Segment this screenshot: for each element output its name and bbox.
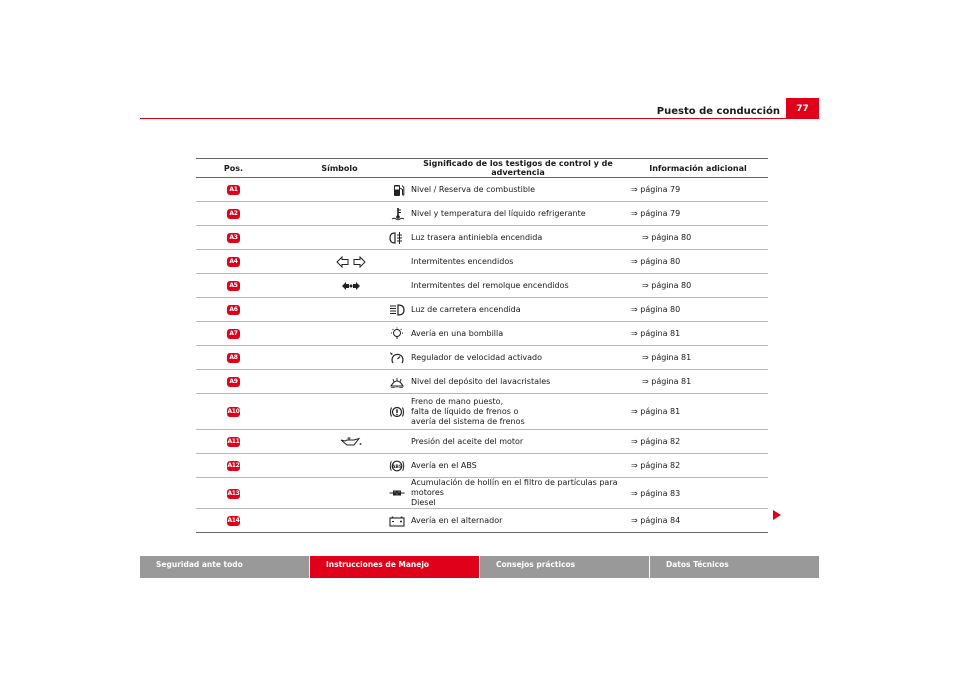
position-badge: A7 [227, 329, 240, 339]
info-link[interactable]: ⇒ página 80 [628, 226, 768, 250]
turn-signals-icon [336, 257, 366, 266]
footer-tab-consejos[interactable]: Consejos prácticos [480, 556, 649, 578]
meaning-text: Avería en el alternador [408, 509, 628, 533]
meaning-text-line: Acumulación de hollín en el filtro de partículas para motores [411, 478, 618, 497]
table-row [196, 370, 768, 394]
position-badge: A12 [227, 462, 240, 469]
table-row [196, 250, 768, 274]
position-badge: A2 [227, 209, 240, 219]
oil-pressure-icon [340, 437, 362, 446]
meaning-text: Nivel del depósito del lavacristales [408, 370, 628, 394]
position-badge: A11 [227, 438, 240, 445]
position-badge: A6 [227, 305, 240, 315]
warning-lights-table [196, 158, 768, 533]
position-badge: A10 [227, 408, 240, 415]
position-badge: A8 [227, 353, 240, 363]
table-row [196, 274, 768, 298]
meaning-text: Nivel y temperatura del líquido refrigerante [408, 202, 628, 226]
info-link[interactable]: ⇒ página 82 [628, 454, 768, 478]
table-row [196, 430, 768, 454]
coolant-temperature-icon [391, 209, 405, 218]
fuel-pump-icon [393, 185, 405, 194]
footer-nav [140, 556, 819, 578]
meaning-text: Avería en el ABS [408, 454, 628, 478]
position-badge: A3 [227, 233, 240, 243]
info-link[interactable]: ⇒ página 80 [628, 274, 768, 298]
meaning-text: Luz trasera antiniebla encendida [408, 226, 628, 250]
info-link[interactable]: ⇒ página 81 [628, 346, 768, 370]
trailer-turn-signals-icon [341, 281, 361, 290]
position-badge: A5 [227, 281, 240, 291]
footer-tab-datos[interactable]: Datos Técnicos [650, 556, 819, 578]
footer-tab-seguridad[interactable]: Seguridad ante todo [140, 556, 309, 578]
header-section-title: Puesto de conducción [656, 106, 780, 117]
info-link[interactable]: ⇒ página 84 [628, 509, 768, 533]
position-badge: A14 [227, 517, 240, 524]
meaning-text-line: Freno de mano puesto, [411, 396, 504, 406]
next-page-arrow-icon[interactable] [773, 510, 781, 520]
header-meaning: Significado de los testigos de control y de advertencia [408, 159, 628, 178]
table-row [196, 454, 768, 478]
high-beam-icon [389, 305, 405, 314]
table-row [196, 298, 768, 322]
header-divider [140, 118, 819, 119]
table-row [196, 478, 768, 509]
position-badge: A13 [227, 489, 240, 497]
table-row [196, 226, 768, 250]
info-link[interactable]: ⇒ página 83 [628, 478, 768, 509]
meaning-text: Nivel / Reserva de combustible [408, 178, 628, 202]
battery-icon [389, 516, 405, 525]
meaning-text-line: avería del sistema de frenos [411, 416, 525, 426]
header-info: Información adicional [628, 159, 768, 178]
brake-warning-icon [389, 407, 405, 416]
meaning-text: Intermitentes del remolque encendidos [408, 274, 628, 298]
table-row [196, 394, 768, 430]
table-header-row [196, 159, 768, 178]
table-row [196, 509, 768, 533]
info-link[interactable]: ⇒ página 79 [628, 202, 768, 226]
info-link[interactable]: ⇒ página 80 [628, 298, 768, 322]
meaning-text: Avería en una bombilla [408, 322, 628, 346]
info-link[interactable]: ⇒ página 81 [628, 394, 768, 430]
table-row [196, 202, 768, 226]
table-row [196, 178, 768, 202]
page-number: 77 [786, 98, 819, 119]
bulb-failure-icon [389, 329, 405, 338]
particle-filter-icon [389, 489, 405, 498]
header-symbol: Símbolo [271, 159, 408, 178]
washer-fluid-icon [389, 377, 405, 386]
meaning-text: Luz de carretera encendida [408, 298, 628, 322]
info-link[interactable]: ⇒ página 81 [628, 322, 768, 346]
info-link[interactable]: ⇒ página 79 [628, 178, 768, 202]
cruise-control-icon [389, 353, 405, 362]
svg-text:ABS: ABS [391, 464, 403, 470]
header-pos: Pos. [196, 159, 271, 178]
position-badge: A4 [227, 257, 240, 267]
table-row [196, 346, 768, 370]
info-link[interactable]: ⇒ página 82 [628, 430, 768, 454]
meaning-text: Intermitentes encendidos [408, 250, 628, 274]
position-badge: A9 [227, 377, 240, 387]
table-row [196, 322, 768, 346]
rear-fog-light-icon [389, 233, 405, 242]
abs-icon [389, 461, 405, 470]
meaning-text-line: Diesel [411, 498, 436, 507]
meaning-text: Regulador de velocidad activado [408, 346, 628, 370]
info-link[interactable]: ⇒ página 80 [628, 250, 768, 274]
position-badge: A1 [227, 185, 240, 195]
meaning-text: Presión del aceite del motor [408, 430, 628, 454]
meaning-text-line: falta de líquido de frenos o [411, 406, 519, 416]
info-link[interactable]: ⇒ página 81 [628, 370, 768, 394]
footer-tab-instrucciones[interactable]: Instrucciones de Manejo [310, 556, 479, 578]
